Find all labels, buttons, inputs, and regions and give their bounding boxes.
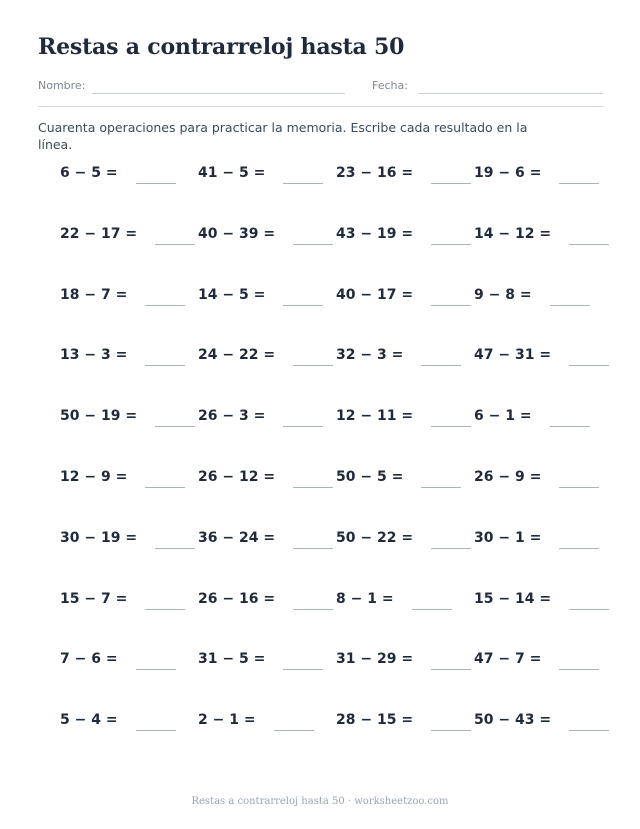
answer-line-1-4[interactable] (559, 183, 599, 184)
problem-3-1: 18 − 7 = (60, 287, 128, 303)
answer-line-10-1[interactable] (136, 730, 176, 731)
answer-line-4-4[interactable] (569, 365, 609, 366)
problem-1-4: 19 − 6 = (474, 165, 542, 181)
answer-line-4-2[interactable] (293, 365, 333, 366)
problem-2-1: 22 − 17 = (60, 226, 138, 242)
answer-line-3-2[interactable] (283, 305, 323, 306)
problem-1-2: 41 − 5 = (198, 165, 266, 181)
answer-line-9-3[interactable] (431, 669, 471, 670)
answer-line-1-3[interactable] (431, 183, 471, 184)
answer-line-8-3[interactable] (412, 609, 452, 610)
answer-line-1-1[interactable] (136, 183, 176, 184)
problem-4-3: 32 − 3 = (336, 347, 404, 363)
answer-line-5-2[interactable] (283, 426, 323, 427)
problem-8-3: 8 − 1 = (336, 591, 394, 607)
problem-5-3: 12 − 11 = (336, 408, 414, 424)
worksheet-title: Restas a contrarreloj hasta 50 (38, 34, 405, 60)
answer-line-6-4[interactable] (559, 487, 599, 488)
problem-9-2: 31 − 5 = (198, 651, 266, 667)
problem-5-4: 6 − 1 = (474, 408, 532, 424)
answer-line-7-3[interactable] (431, 548, 471, 549)
problem-7-3: 50 − 22 = (336, 530, 414, 546)
instructions: Cuarenta operaciones para practicar la memoria. Escribe cada resultado en la línea. (38, 120, 528, 152)
answer-line-3-3[interactable] (431, 305, 471, 306)
answer-line-8-1[interactable] (145, 609, 185, 610)
problem-5-2: 26 − 3 = (198, 408, 266, 424)
problem-4-4: 47 − 31 = (474, 347, 552, 363)
problem-8-1: 15 − 7 = (60, 591, 128, 607)
answer-line-2-3[interactable] (431, 244, 471, 245)
name-label: Nombre: (38, 79, 86, 92)
answer-line-1-2[interactable] (283, 183, 323, 184)
problem-6-1: 12 − 9 = (60, 469, 128, 485)
footer: Restas a contrarreloj hasta 50 · worksheetzoo.com (191, 796, 449, 807)
problem-10-2: 2 − 1 = (198, 712, 256, 728)
problem-7-1: 30 − 19 = (60, 530, 138, 546)
problem-4-2: 24 − 22 = (198, 347, 276, 363)
problem-9-1: 7 − 6 = (60, 651, 118, 667)
answer-line-5-4[interactable] (550, 426, 590, 427)
problem-4-1: 13 − 3 = (60, 347, 128, 363)
answer-line-4-1[interactable] (145, 365, 185, 366)
problem-10-4: 50 − 43 = (474, 712, 552, 728)
answer-line-5-3[interactable] (431, 426, 471, 427)
problem-6-3: 50 − 5 = (336, 469, 404, 485)
problem-5-1: 50 − 19 = (60, 408, 138, 424)
answer-line-6-3[interactable] (421, 487, 461, 488)
answer-line-8-2[interactable] (293, 609, 333, 610)
problem-10-1: 5 − 4 = (60, 712, 118, 728)
problem-7-2: 36 − 24 = (198, 530, 276, 546)
answer-line-9-1[interactable] (136, 669, 176, 670)
answer-line-7-2[interactable] (293, 548, 333, 549)
problem-8-4: 15 − 14 = (474, 591, 552, 607)
answer-line-7-4[interactable] (559, 548, 599, 549)
date-label: Fecha: (372, 79, 408, 92)
problem-3-4: 9 − 8 = (474, 287, 532, 303)
answer-line-3-1[interactable] (145, 305, 185, 306)
answer-line-9-4[interactable] (559, 669, 599, 670)
answer-line-9-2[interactable] (283, 669, 323, 670)
problem-8-2: 26 − 16 = (198, 591, 276, 607)
answer-line-4-3[interactable] (421, 365, 461, 366)
problem-7-4: 30 − 1 = (474, 530, 542, 546)
problem-2-3: 43 − 19 = (336, 226, 414, 242)
answer-line-3-4[interactable] (550, 305, 590, 306)
problem-6-4: 26 − 9 = (474, 469, 542, 485)
problem-2-4: 14 − 12 = (474, 226, 552, 242)
answer-line-2-2[interactable] (293, 244, 333, 245)
answer-line-10-2[interactable] (274, 730, 314, 731)
problem-1-1: 6 − 5 = (60, 165, 118, 181)
answer-line-6-2[interactable] (293, 487, 333, 488)
answer-line-2-1[interactable] (155, 244, 195, 245)
problem-3-2: 14 − 5 = (198, 287, 266, 303)
problem-6-2: 26 − 12 = (198, 469, 276, 485)
problem-1-3: 23 − 16 = (336, 165, 414, 181)
answer-line-5-1[interactable] (155, 426, 195, 427)
problem-9-4: 47 − 7 = (474, 651, 542, 667)
problem-2-2: 40 − 39 = (198, 226, 276, 242)
answer-line-10-3[interactable] (431, 730, 471, 731)
answer-line-10-4[interactable] (569, 730, 609, 731)
answer-line-6-1[interactable] (145, 487, 185, 488)
problem-9-3: 31 − 29 = (336, 651, 414, 667)
answer-line-7-1[interactable] (155, 548, 195, 549)
problem-3-3: 40 − 17 = (336, 287, 414, 303)
answer-line-2-4[interactable] (569, 244, 609, 245)
problem-10-3: 28 − 15 = (336, 712, 414, 728)
answer-line-8-4[interactable] (569, 609, 609, 610)
